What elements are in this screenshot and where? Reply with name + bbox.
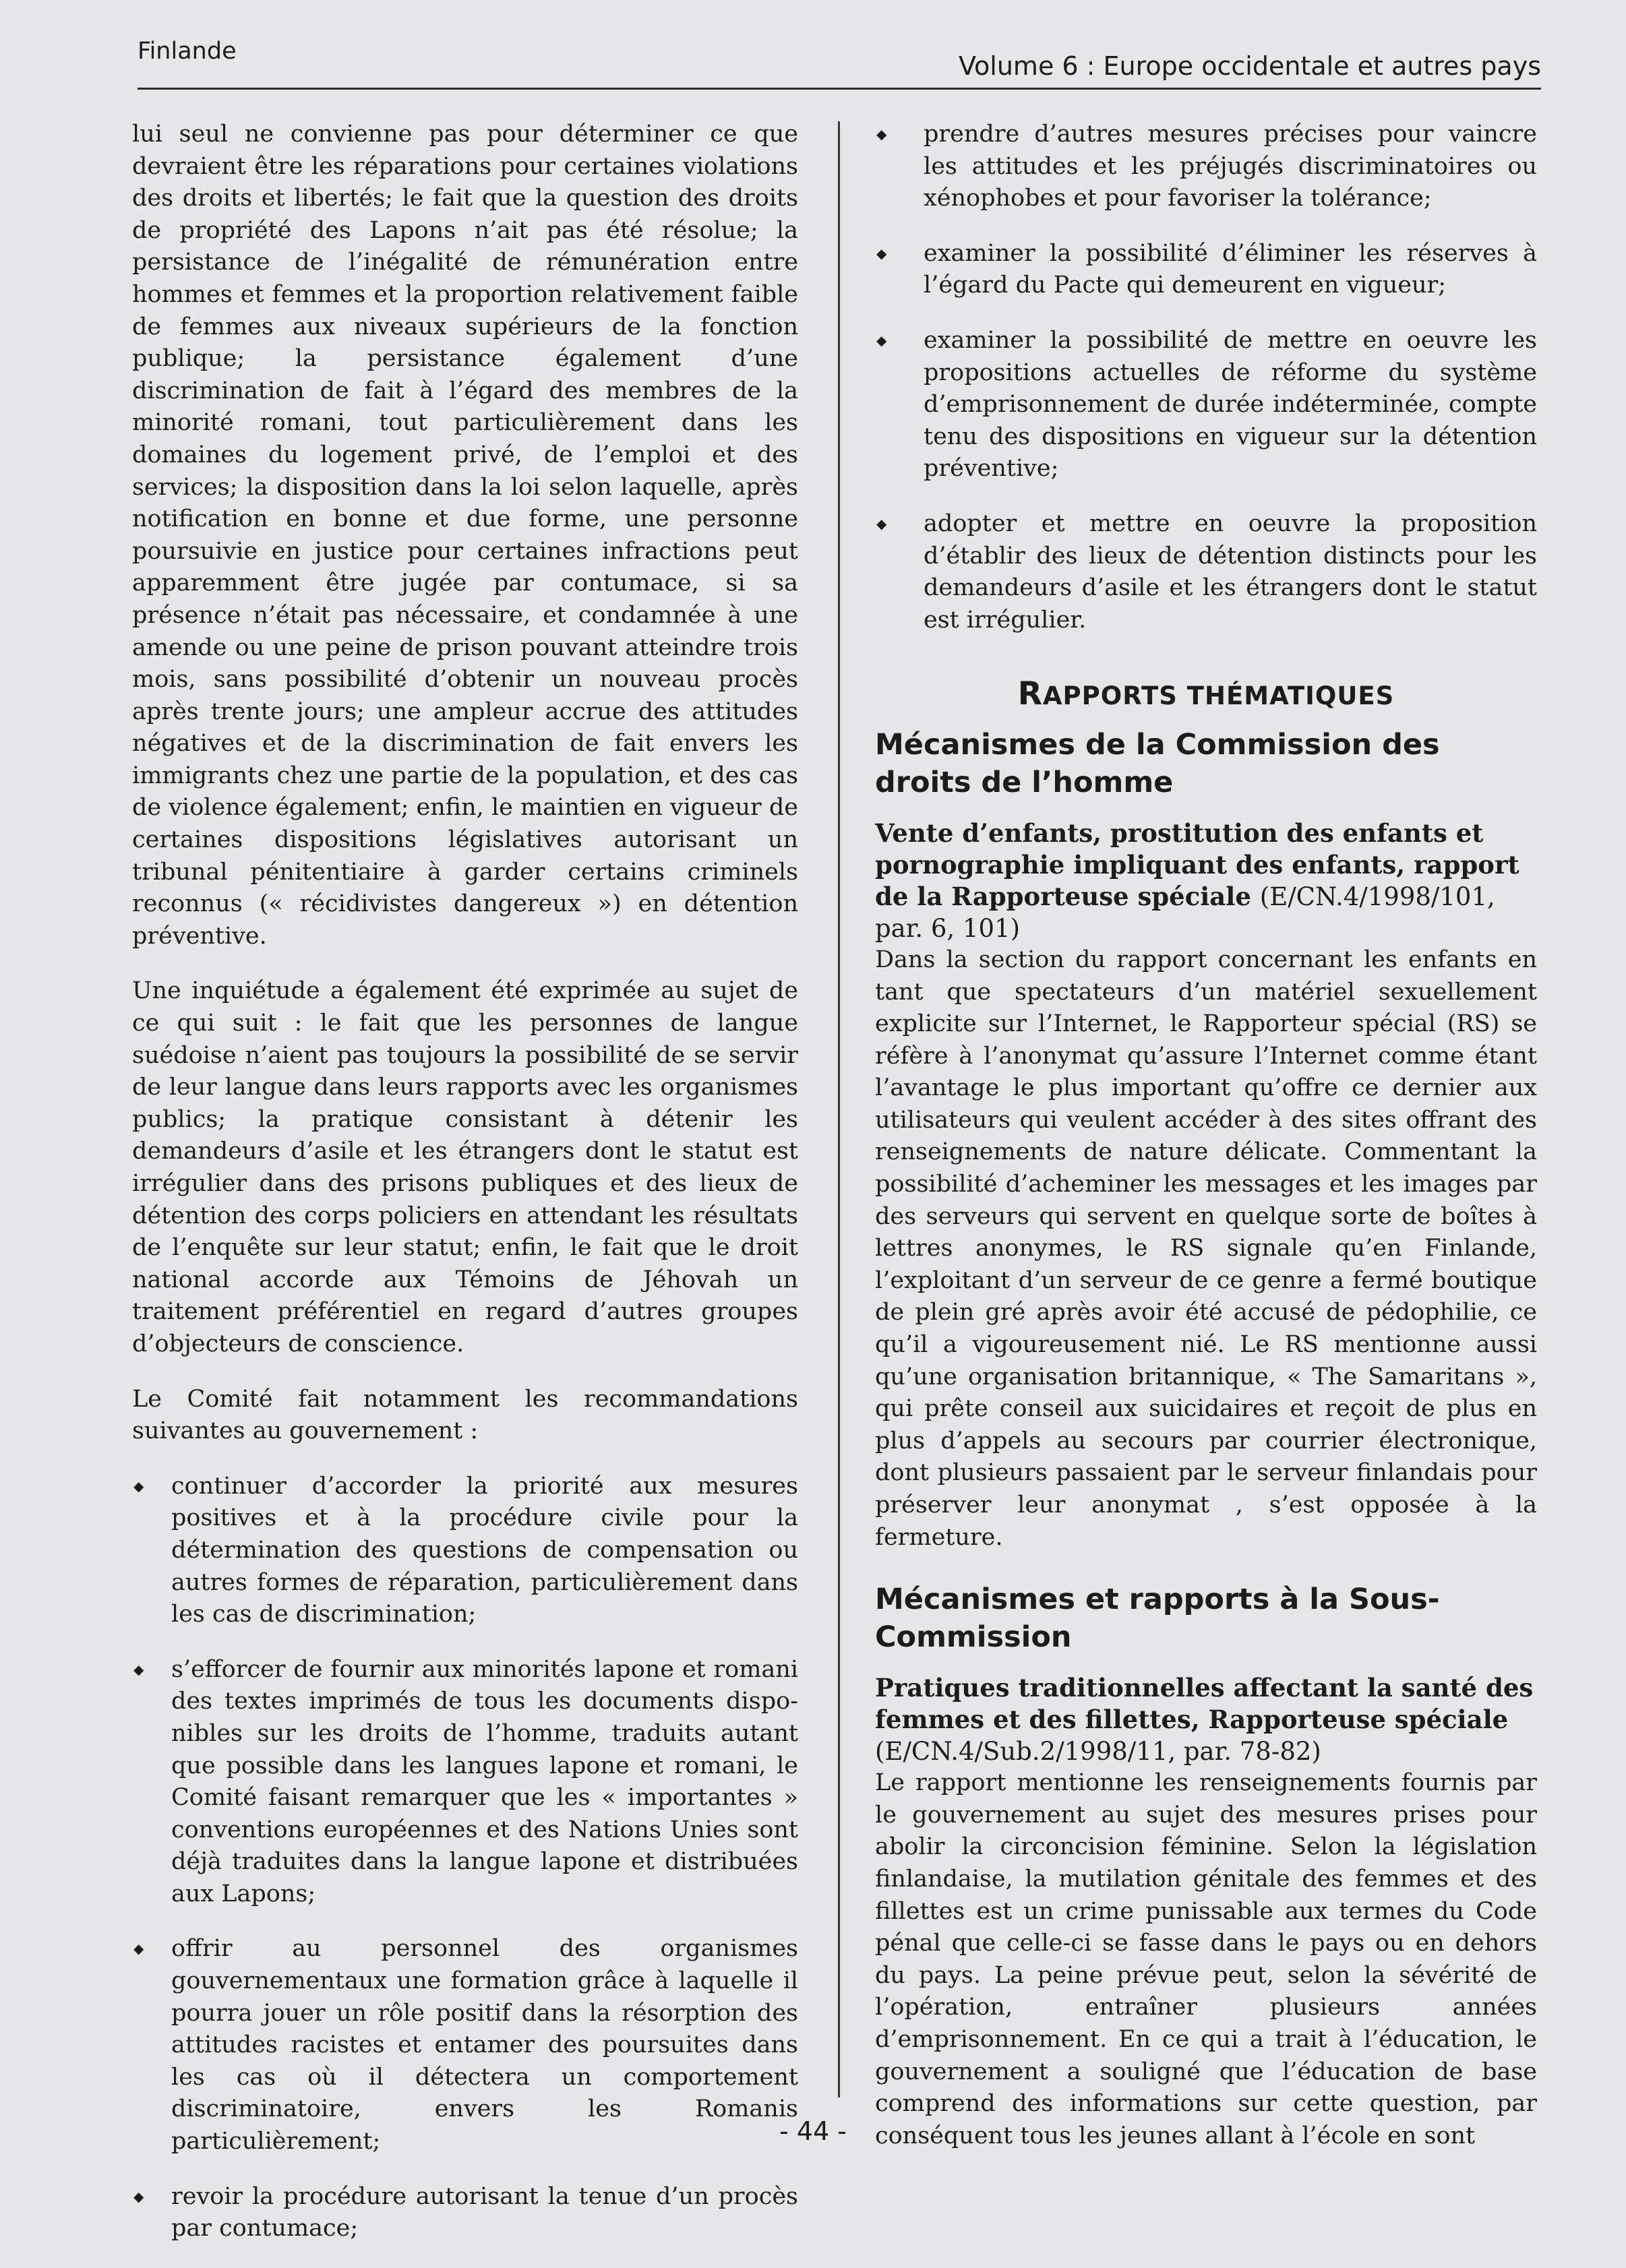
subsection-heading: Mécanismes de la Commission des droits de l’homme (875, 727, 1440, 799)
diamond-bullet-icon: ◆ (876, 332, 887, 348)
paragraph: Le Comité fait notamment les recommandations suivantes au gouvernement : (132, 1385, 798, 1445)
paragraph: Le rapport mentionne les renseignements fournis par le gouvernement au sujet des mesures prises pour abolir la circoncision féminine. Selon la législation finlandaise, la mutilation génitale des femmes et des fillettes est un crime punissable aux termes du Code pénal que celle-ci se fasse dans le pays ou en dehors du pays. La peine prévue peut, selon la sévérité de l’opération, entraîner plusieurs années d’emprisonnement. En ce qui a trait à l’éducation, le gouvernement a souligné que l’éducation de base comprend des informations sur cette question, par conséquent tous les jeunes allant à l’école en sont (875, 1769, 1537, 2149)
left-column (132, 119, 798, 2268)
report-heading: Vente d’enfants, prostitution des enfants et pornographie impliquant des enfants, rapport de la Rapporteuse spéciale (E/CN.4/1998/101, par. 6, 101) (875, 818, 1519, 943)
list-item: ◆ revoir la procédure autorisant la tenue d’un procès par contumace; (132, 2181, 798, 2245)
section-title: RAPPORTS THÉMATIQUES (1017, 675, 1395, 713)
diamond-bullet-icon: ◆ (133, 1477, 144, 1494)
header-country: Finlande (138, 38, 237, 65)
page-number: - 44 - (779, 2116, 847, 2146)
list-item: ◆ continuer d’accorder la priorité aux mesures positives et à la procédure civile pour la détermination des questions de compensation ou autres formes de réparation, particulièrement dans les cas de discrimination; (132, 1471, 798, 1631)
subsection-heading: Mécanismes et rapports à la Sous-Commission (875, 1583, 1440, 1655)
list-item: ◆ prendre d’autres mesures précises pour vaincre les attitudes et les préjugés discriminatoires ou xénophobes et pour favoriser la tolérance; (875, 119, 1537, 215)
diamond-bullet-icon: ◆ (133, 2188, 144, 2205)
report-heading: Pratiques traditionnelles affectant la santé des femmes et des fillettes, Rapporteuse spéciale (E/CN.4/Sub.2/1998/11, par. 78-82) (875, 1673, 1534, 1767)
list-item: ◆ examiner la possibilité de mettre en oeuvre les propositions actuelles de réforme du système d’emprisonnement de durée indéterminée, compte tenu des dispositions en vigueur sur la détention préventive; (875, 325, 1537, 485)
list-item: ◆ examiner la possibilité d’éliminer les réserves à l’égard du Pacte qui demeurent en vigueur; (875, 238, 1537, 302)
diamond-bullet-icon: ◆ (133, 1661, 144, 1678)
recommendation-list (875, 119, 1537, 636)
list-item: ◆ s’efforcer de fournir aux minorités lapone et romani des textes imprimés de tous les documents disponibles sur les droits de l’homme, traduits autant que possible dans les langues lapone et romani, le Comité faisant remarquer que les « importantes » conventions européennes et des Nations Unies sont déjà traduites dans la langue lapone et distribuées aux Lapons; (132, 1654, 798, 1911)
diamond-bullet-icon: ◆ (876, 515, 887, 532)
list-item: ◆ offrir au personnel des organismes gouvernementaux une formation grâce à laquelle il pourra jouer un rôle positif dans la résorption des attitudes racistes et entamer des poursuites dans les cas où il détectera un comportement discriminatoire, envers les Romanis particulièrement; (132, 1933, 798, 2157)
paragraph: Une inquiétude a également été exprimée au sujet de ce qui suit : le fait que les personnes de langue suédoise n’aient pas toujours la possibilité de se servir de leur langue dans leurs rapports avec les organismes publics; la pratique consistant à détenir les demandeurs d’asile et les étrangers dont le statut est irrégulier dans des prisons publiques et des lieux de détention des corps policiers en attendant les résultats de l’enquête sur leur statut; enfin, le fait que le droit national accorde aux Témoins de Jéhovah un traitement préférentiel en regard d’autres groupes d’objecteurs de conscience. (132, 977, 798, 1357)
diamond-bullet-icon: ◆ (133, 1940, 144, 1957)
paragraph: lui seul ne convienne pas pour déterminer ce que devraient être les réparations pour certaines violations des droits et libertés; le fait que la question des droits de propriété des Lapons n’ait pas été résolue; la persistance de l’inégalité de rémunération entre hommes et femmes et la proportion relativement faible de femmes aux niveaux supérieurs de la fonction publique; la persistance également d’une discrimination de fait à l’égard des membres de la minorité romani, tout particulièrement dans les domaines du logement privé, de l’emploi et des services; la disposition dans la loi selon laquelle, après notification en bonne et due forme, une personne poursuivie en justice pour certaines infractions peut apparemment être jugée par contumace, si sa présence n’était pas nécessaire, et condamnée à une amende ou une peine de prison pouvant atteindre trois mois, sans possibilité d’obtenir un nouveau procès après trente jours; une ampleur accrue des attitudes négatives et de la discrimination de fait envers les immigrants chez une partie de la population, et des cas de violence également; enfin, le maintien en vigueur de certaines dispositions législatives autorisant un tribunal pénitentiaire à garder certains criminels reconnus (« récidivistes dangereux ») en détention préventive. (132, 121, 798, 950)
page-header (138, 35, 1541, 90)
document-reference: (E/CN.4/1998/101, par. 6, 101) (875, 882, 1495, 943)
diamond-bullet-icon: ◆ (876, 245, 887, 262)
header-volume: Volume 6 : Europe occidentale et autres pays (959, 51, 1541, 81)
column-divider (838, 121, 840, 2097)
list-item: ◆ adopter et mettre en oeuvre la proposition d’établir des lieux de détention distincts pour les demandeurs d’asile et les étrangers dont le statut est irrégulier. (875, 508, 1537, 636)
paragraph: Dans la section du rapport concernant les enfants en tant que spectateurs d’un matériel sexuellement explicite sur l’Internet, le Rapporteur spécial (RS) se réfère à l’anonymat qu’assure l’Internet comme étant l’avantage le plus important qu’offre ce dernier aux utilisateurs qui veulent accéder à des sites offrant des renseignements de nature délicate. Commentant la possibilité d’acheminer les messages et les images par des serveurs qui servent en quelque sorte de boîtes à lettres anonymes, le RS signale qu’en Finlande, l’exploitant d’un serveur de ce genre a fermé boutique de plein gré après avoir été accusé de pédophilie, ce qu’il a vigoureusement nié. Le RS mentionne aussi qu’une organisation britannique, « The Samaritans », qui prête conseil aux suicidaires et reçoit de plus en plus d’appels au secours par courrier électronique, dont plusieurs passaient par le serveur finlandais pour préserver leur anonymat , s’est opposée à la fermeture. (875, 946, 1537, 1551)
diamond-bullet-icon: ◆ (876, 126, 887, 142)
right-column (875, 119, 1537, 2152)
document-reference: (E/CN.4/Sub.2/1998/11, par. 78-82) (875, 1737, 1321, 1767)
